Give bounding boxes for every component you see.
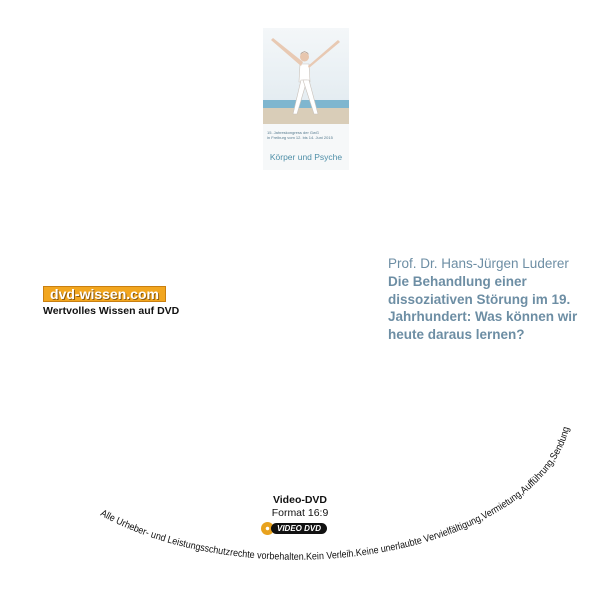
disc-type: Video-DVD — [272, 494, 328, 506]
lecture-title: Die Behandlung einer dissoziativen Störung im 19. Jahrhundert: Was können wir heute daraus lernen? — [388, 274, 578, 342]
cover-title: Körper und Psyche — [269, 152, 343, 162]
cover-date-line: in Freiburg vom 12. bis 14. Juni 2015 — [267, 135, 333, 140]
legal-notice — [99, 426, 573, 563]
brand-tagline: Wertvolles Wissen auf DVD — [43, 305, 180, 317]
cover-congress-line: 15. Jahreskongress der GwG — [267, 130, 320, 135]
video-dvd-logo-text: VIDEO DVD — [271, 523, 327, 534]
legal-notice-text: Alle Urheber- und Leistungsschutzrechte vorbehalten.Kein Verleih.Keine unerlaubte Vervielfältigung,Vermietung,Aufführung,Sendung — [98, 425, 573, 563]
speaker-name: Prof. Dr. Hans-Jürgen Luderer — [388, 256, 569, 271]
brand-logo: dvd-wissen.com — [43, 286, 166, 302]
disc-format: Format 16:9 — [271, 507, 329, 519]
